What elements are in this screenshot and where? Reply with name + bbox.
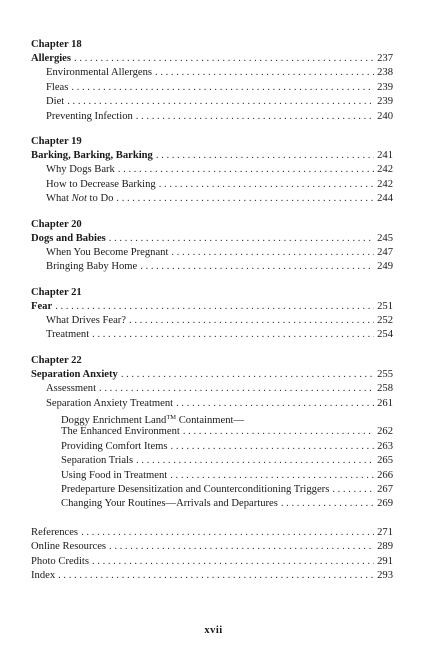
toc-entry xyxy=(31,540,393,554)
leader-dots xyxy=(67,95,374,109)
leader-dots xyxy=(92,555,374,569)
page-number: 265 xyxy=(377,455,393,467)
toc-subentry xyxy=(31,483,393,497)
subheading-post: Containment— xyxy=(176,415,245,427)
leader-dots xyxy=(332,483,374,497)
page-number: 249 xyxy=(377,261,393,273)
chapter-21 xyxy=(31,286,393,343)
chapter-title-row xyxy=(31,52,393,66)
chapter-title: Separation Anxiety xyxy=(31,368,118,380)
chapter-title-row xyxy=(31,368,393,382)
toc-entry xyxy=(31,555,393,569)
page-number: 241 xyxy=(377,149,393,161)
entry-label: Fleas xyxy=(46,81,69,93)
entry-label: Index xyxy=(31,569,56,581)
toc-entry xyxy=(31,246,393,260)
chapter-heading: Chapter 22 xyxy=(31,354,82,366)
toc-subentry xyxy=(31,440,393,454)
toc-entry xyxy=(31,178,393,192)
page-number: 239 xyxy=(377,81,393,93)
chapter-title-row xyxy=(31,149,393,163)
page-number: 252 xyxy=(377,315,393,327)
leader-dots xyxy=(92,328,374,342)
subheading-pre: Doggy Enrichment Land xyxy=(61,415,167,427)
page-number: 242 xyxy=(377,164,393,176)
page-number: 269 xyxy=(377,498,393,510)
entry-label: When You Become Pregnant xyxy=(46,246,169,258)
page-number: 261 xyxy=(377,397,393,409)
page-number: 238 xyxy=(377,67,393,79)
page-number: 263 xyxy=(377,440,393,452)
chapter-19 xyxy=(31,135,393,207)
entry-label: Changing Your Routines—Arrivals and Departures xyxy=(61,498,278,510)
page-number: 239 xyxy=(377,96,393,108)
chapter-heading: Chapter 19 xyxy=(31,135,82,147)
entry-label: Assessment xyxy=(46,383,97,395)
leader-dots xyxy=(55,300,374,314)
page-number: 254 xyxy=(377,329,393,341)
entry-label: Providing Comfort Items xyxy=(61,440,168,452)
entry-label xyxy=(46,192,113,206)
leader-dots xyxy=(183,425,374,439)
entry-label: Environmental Allergens xyxy=(46,67,153,79)
toc-entry xyxy=(31,260,393,274)
leader-dots xyxy=(58,569,374,583)
leader-dots xyxy=(81,526,374,540)
chapter-20 xyxy=(31,218,393,275)
toc-entry xyxy=(31,397,393,411)
chapter-18 xyxy=(31,38,393,124)
leader-dots xyxy=(116,192,374,206)
entry-label: Treatment xyxy=(46,329,90,341)
folio-page-number: xvii xyxy=(204,625,223,636)
page-number: 240 xyxy=(377,110,393,122)
leader-dots xyxy=(171,246,374,260)
entry-label: What Drives Fear? xyxy=(46,315,127,327)
chapter-title: Barking, Barking, Barking xyxy=(31,149,153,161)
leader-dots xyxy=(156,149,374,163)
entry-label: Online Resources xyxy=(31,541,107,553)
toc-entry xyxy=(31,526,393,540)
page-number: 271 xyxy=(377,526,393,538)
page-number: 258 xyxy=(377,383,393,395)
toc-entry xyxy=(31,163,393,177)
toc-entry xyxy=(31,110,393,124)
page-number: 245 xyxy=(377,232,393,244)
toc-entry xyxy=(31,81,393,95)
entry-label: Separation Trials xyxy=(61,455,134,467)
back-matter xyxy=(31,526,393,584)
entry-label: Why Dogs Bark xyxy=(46,164,115,176)
toc-subentry xyxy=(31,469,393,483)
toc-entry xyxy=(31,314,393,328)
chapter-title: Fear xyxy=(31,300,53,312)
page-number: 237 xyxy=(377,53,393,64)
toc-subentry xyxy=(31,454,393,468)
entry-label: Photo Credits xyxy=(31,555,89,567)
leader-dots xyxy=(159,178,374,192)
page-number: 266 xyxy=(377,469,393,481)
leader-dots xyxy=(109,540,374,554)
chapter-title-row xyxy=(31,300,393,314)
entry-label: Separation Anxiety Treatment xyxy=(46,397,174,409)
leader-dots xyxy=(140,260,374,274)
page-number: 289 xyxy=(377,541,393,553)
page-number: 242 xyxy=(377,178,393,190)
entry-label: References xyxy=(31,526,79,538)
page-number: 267 xyxy=(377,483,393,495)
leader-dots xyxy=(136,454,374,468)
page-number: 291 xyxy=(377,555,393,567)
table-of-contents xyxy=(31,38,393,583)
toc-subheading xyxy=(31,411,393,425)
chapter-22 xyxy=(31,354,393,512)
chapter-title: Dogs and Babies xyxy=(31,232,106,244)
toc-entry xyxy=(31,328,393,342)
leader-dots xyxy=(176,397,374,411)
leader-dots xyxy=(74,52,374,66)
leader-dots xyxy=(71,81,374,95)
entry-label: How to Decrease Barking xyxy=(46,178,156,190)
leader-dots xyxy=(281,497,374,511)
toc-entry xyxy=(31,66,393,80)
leader-dots xyxy=(170,469,374,483)
leader-dots xyxy=(171,440,375,454)
entry-label: Preventing Infection xyxy=(46,110,133,122)
page-number: 244 xyxy=(377,193,393,205)
toc-entry xyxy=(31,382,393,396)
trademark-mark: TM xyxy=(166,414,177,422)
chapter-heading: Chapter 20 xyxy=(31,218,82,230)
chapter-heading: Chapter 21 xyxy=(31,286,82,298)
entry-label-emphasis: Not xyxy=(71,193,87,205)
leader-dots xyxy=(129,314,374,328)
page-number: 262 xyxy=(377,426,393,438)
chapter-title: Allergies xyxy=(31,53,72,64)
toc-subentry xyxy=(31,497,393,511)
toc-entry xyxy=(31,95,393,109)
entry-label: Diet xyxy=(46,96,65,108)
leader-dots xyxy=(121,368,374,382)
page-number: 255 xyxy=(377,368,393,380)
page-number: 247 xyxy=(377,246,393,258)
toc-subentry xyxy=(31,425,393,439)
entry-label: Using Food in Treatment xyxy=(61,469,168,481)
entry-label-post: to Do xyxy=(86,193,114,205)
entry-label: Predeparture Desensitization and Counterconditioning Triggers xyxy=(61,483,330,495)
entry-label: The Enhanced Environment xyxy=(61,426,180,438)
leader-dots xyxy=(155,66,374,80)
page-number: 293 xyxy=(377,569,393,581)
chapter-heading: Chapter 18 xyxy=(31,39,82,50)
toc-entry xyxy=(31,192,393,206)
leader-dots xyxy=(118,163,374,177)
toc-entry xyxy=(31,569,393,583)
entry-label: Bringing Baby Home xyxy=(46,261,138,273)
chapter-title-row xyxy=(31,232,393,246)
page-number: 251 xyxy=(377,300,393,312)
leader-dots xyxy=(109,232,374,246)
leader-dots xyxy=(136,110,374,124)
leader-dots xyxy=(99,382,374,396)
entry-label-pre: What xyxy=(46,193,72,205)
